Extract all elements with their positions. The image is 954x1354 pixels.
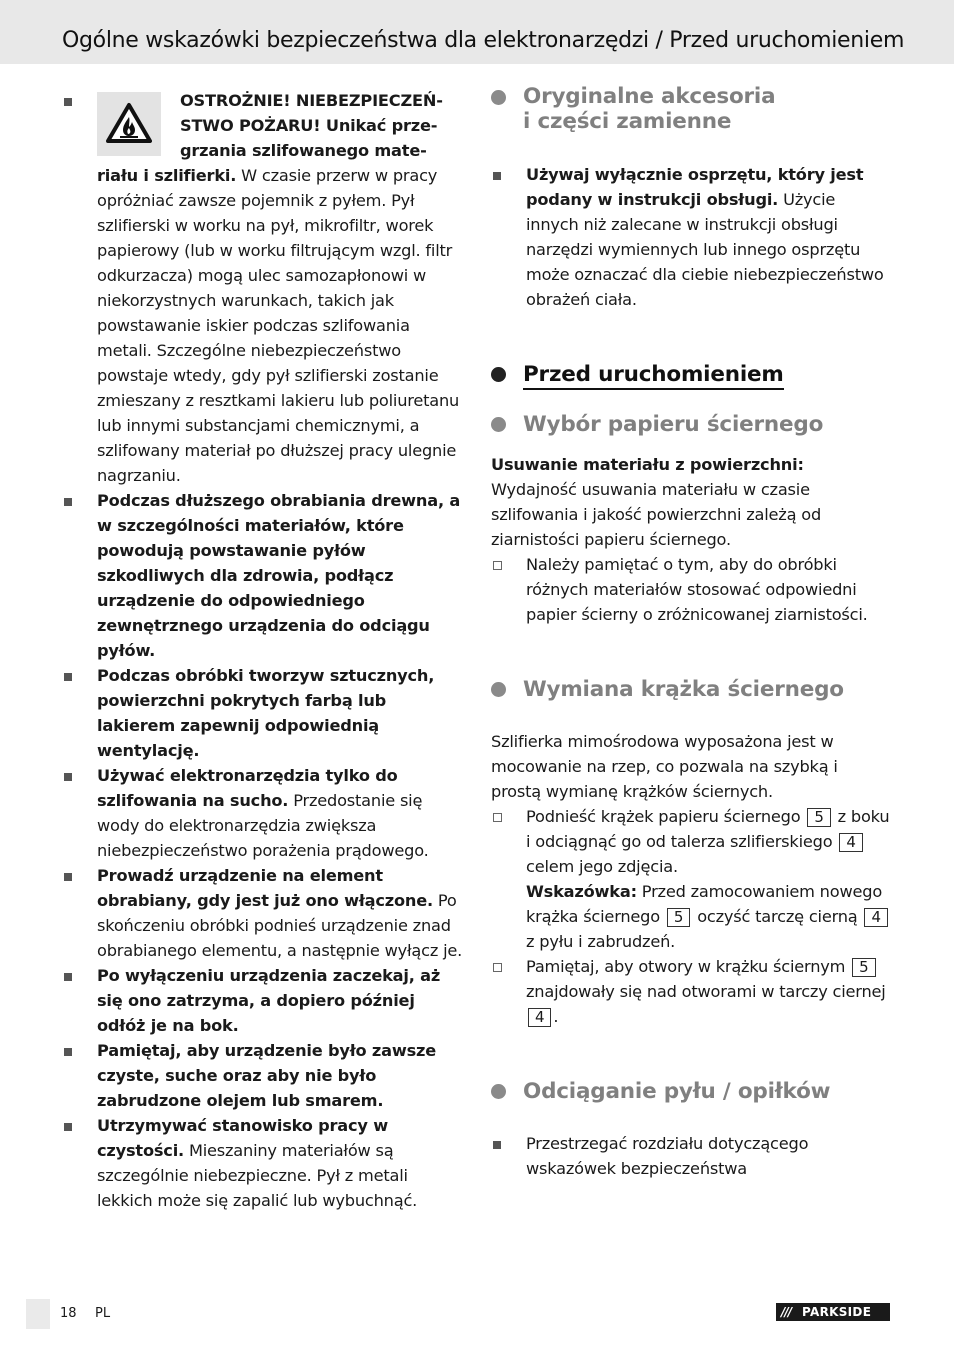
list-item-dust [491, 1131, 891, 1181]
checkbox-bullet [493, 561, 502, 570]
ref-number-4: 4 [528, 1008, 551, 1027]
square-bullet [64, 673, 72, 681]
page-header [0, 0, 954, 64]
heading-disc [491, 677, 891, 702]
text: z pyłu i zabrudzeń. [526, 932, 676, 951]
heading-dot [491, 90, 506, 105]
list-item-bold: Używaj wyłącznie osprzętu, który jest podany w instrukcji obsługi. [526, 165, 864, 209]
list-item-dry-sanding [62, 763, 464, 863]
square-bullet [64, 773, 72, 781]
ref-number-4: 4 [864, 908, 887, 927]
fire-warning-body [62, 163, 464, 488]
paper-text: Wydajność usuwania materiału w czasie szlifowania i jakość powierzchni zależą od ziarnistości papieru ściernego. [491, 480, 822, 549]
fire-warning-bold-tail: riału i szlifierki. [97, 166, 237, 185]
heading-dot [491, 417, 506, 432]
list-item-wait-stop [62, 963, 464, 1038]
list-item-text: Użycie innych niż zalecane w instrukcji obsługi narzędzi wymiennych lub innego osprzętu może oznaczać dla ciebie niebezpieczeństwo obrażeń ciała. [526, 190, 884, 309]
list-item-text: Przedostanie się wody do elektronarzędzia zwiększa niebezpieczeństwo porażenia prądowego. [97, 791, 429, 860]
heading-dot [491, 682, 506, 697]
square-bullet [64, 98, 72, 106]
brand-logo [776, 1303, 890, 1321]
text: celem jego zdjęcia. [526, 857, 678, 876]
list-item-disc-holes [491, 954, 891, 1029]
list-item-text: Mieszaniny materiałów są szczególnie niebezpieczne. Pył z metali lekkich może się zapalić lub wybuchnąć. [97, 1141, 418, 1210]
square-bullet [64, 973, 72, 981]
square-bullet [64, 1123, 72, 1131]
list-item-accessories [491, 162, 891, 312]
square-bullet [493, 172, 501, 180]
heading-dust [491, 1079, 891, 1104]
fire-warning-icon [106, 102, 152, 144]
checkbox-bullet [493, 963, 502, 972]
ref-number-4: 4 [839, 833, 862, 852]
list-item-dust-extraction [62, 488, 464, 663]
right-column [491, 84, 891, 1181]
ref-number-5: 5 [852, 958, 875, 977]
heading-dot [491, 1084, 506, 1099]
paper-subheading: Usuwanie materiału z powierzchni: [491, 455, 804, 474]
fire-warning-line1: OSTROŻNIE! NIEBEZPIECZEŃ- [180, 91, 443, 110]
heading-before-start [491, 362, 891, 387]
list-item-text: Pamiętaj, aby urządzenie było zawsze czyste, suche oraz aby nie było zabrudzone olejem lub smarem. [97, 1041, 437, 1110]
text: Podnieść krążek papieru ściernego [526, 807, 806, 826]
list-item-bold: Prowadź urządzenie na element obrabiany, gdy jest już ono włączone. [97, 866, 433, 910]
square-bullet [64, 1048, 72, 1056]
language-code: PL [95, 1306, 111, 1321]
text: znajdowały się nad otworami w tarczy ciernej [526, 982, 886, 1001]
text: Przed zamocowaniem nowego krążka ściernego [526, 882, 883, 926]
disc-intro: Szlifierka mimośrodowa wyposażona jest w mocowanie na rzep, co pozwala na szybką i prostą wymianę krążków ściernych. [491, 732, 838, 801]
text: . [553, 1007, 559, 1026]
list-item-text: Podczas obróbki tworzyw sztucznych, powierzchni pokrytych farbą lub lakierem zapewnij odpowiednią wentylację. [97, 666, 435, 760]
list-item-paper [491, 552, 891, 627]
fire-warning-icon-box [97, 92, 161, 156]
list-item-text: Należy pamiętać o tym, aby do obróbki różnych materiałów stosować odpowiedni papier ścierny o zróżnicowanej ziarnistości. [526, 555, 868, 624]
heading-accessories-line2: i części zamienne [523, 109, 732, 134]
square-bullet [64, 498, 72, 506]
brand-logo-slashes: /// [781, 1305, 792, 1319]
heading-paper-text: Wybór papieru ściernego [523, 412, 824, 437]
text: Pamiętaj, aby otwory w krążku ściernym [526, 957, 851, 976]
heading-accessories-line1: Oryginalne akcesoria [523, 84, 776, 109]
heading-dot [491, 367, 506, 382]
list-item-keep-clean [62, 1038, 464, 1113]
list-item-bold: Używać elektronarzędzia tylko do szlifowania na sucho. [97, 766, 398, 810]
fire-warning-line3: grzania szlifowanego mate- [180, 141, 427, 160]
heading-paper [491, 412, 891, 437]
left-column [62, 88, 464, 1213]
heading-disc-text: Wymiana krążka ściernego [523, 677, 844, 702]
list-item-fire-warning [62, 88, 464, 163]
fire-warning-text: W czasie przerw w pracy opróżniać zawsze pojemnik z pyłem. Pył szlifierski w worku na pył, mikrofiltr, worek papierowy (lub w worku filtrującym wzgl. filtr odkurzacza) mogą ulec samozapłonowi w niekorzystnych warunkach, takich jak powstawanie iskier podczas szlifowania metali. Szczególne niebezpieczeństwo powstaje wtedy, gdy pył szlifierski zostanie zmieszany z resztkami lakieru lub poliuretanu lub innymi substancjami chemicznymi, a szlifowany materiał po dłuższej pracy ulegnie nagrzaniu. [97, 166, 460, 485]
list-item-text: Przestrzegać rozdziału dotyczącego wskazówek bezpieczeństwa [526, 1134, 809, 1178]
list-item-text: Po wyłączeniu urządzenia zaczekaj, aż się ono zatrzyma, a dopiero później odłóż je na bok. [97, 966, 441, 1035]
ref-number-5: 5 [807, 808, 830, 827]
square-bullet [64, 873, 72, 881]
list-item-text: Po skończeniu obróbki podnieś urządzenie znad obrabianego elementu, a następnie wyłącz je. [97, 891, 463, 960]
list-item-ventilation [62, 663, 464, 763]
text: z boku i odciągnąć go od talerza szlifierskiego [526, 807, 890, 851]
page-header-title: Ogólne wskazówki bezpieczeństwa dla elektronarzędzi / Przed uruchomieniem [62, 28, 905, 53]
checkbox-bullet [493, 813, 502, 822]
text: oczyść tarczę cierną [692, 907, 863, 926]
ref-number-5: 5 [667, 908, 690, 927]
list-item-switch-on [62, 863, 464, 963]
page-number: 18 [60, 1306, 77, 1321]
heading-dust-text: Odciąganie pyłu / opiłków [523, 1079, 831, 1104]
list-item-bold: Utrzymywać stanowisko pracy w czystości. [97, 1116, 388, 1160]
footer-marker [26, 1299, 50, 1329]
heading-accessories [491, 84, 891, 134]
brand-logo-text: PARKSIDE [802, 1305, 872, 1319]
square-bullet [493, 1141, 501, 1149]
heading-before-start-text: Przed uruchomieniem [523, 362, 784, 390]
list-item-workplace [62, 1113, 464, 1213]
list-item-text: Podczas dłuższego obrabiania drewna, a w szczególności materiałów, które powodują powstawanie pyłów szkodliwych dla zdrowia, podłącz urządzenie do odpowiedniego zewnętrznego urządzenia do odciągu pyłów. [97, 491, 461, 660]
hint-label: Wskazówka: [526, 882, 637, 901]
fire-warning-line2: STWO POŻARU! Unikać prze- [180, 116, 438, 135]
list-item-disc-remove [491, 804, 891, 954]
